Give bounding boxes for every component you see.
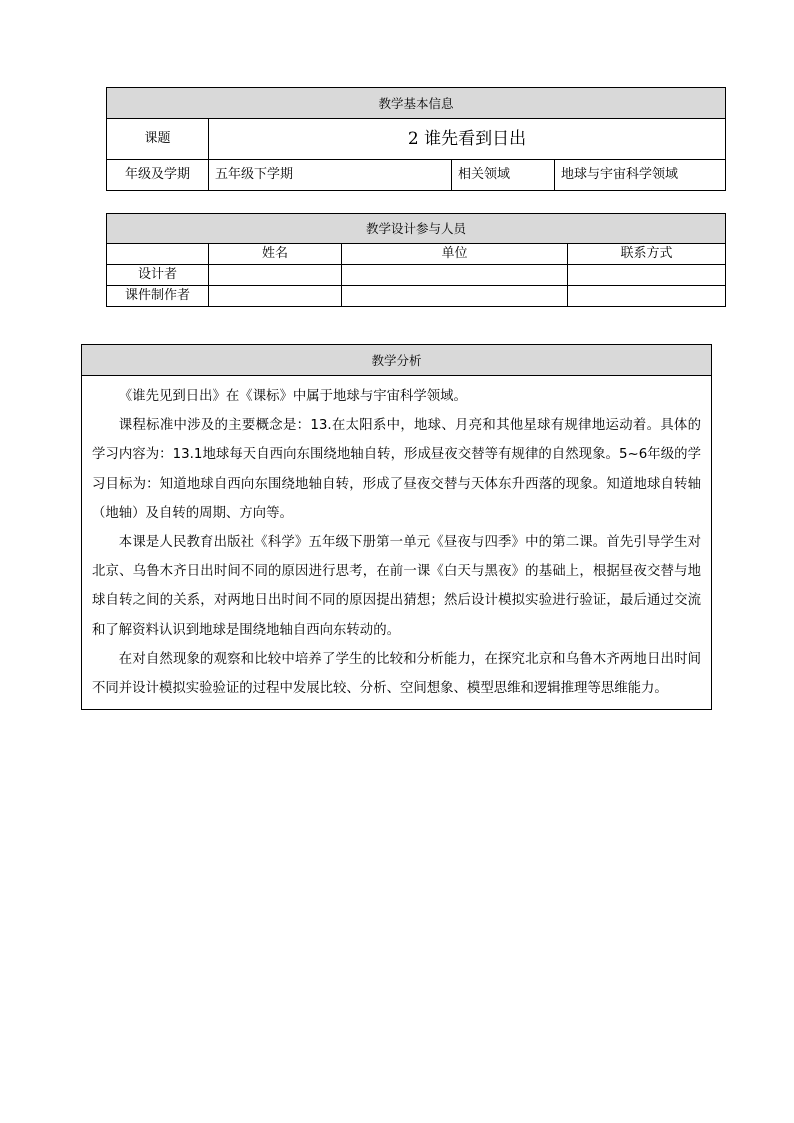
- role-designer: 设计者: [107, 265, 209, 286]
- maker-name-cell: [209, 286, 342, 307]
- participants-header: 教学设计参与人员: [107, 214, 726, 244]
- analysis-paragraph-2: 课程标准中涉及的主要概念是：13.在太阳系中，地球、月亮和其他星球有规律地运动着。具体的学习内容为：13.1地球每天自西向东围绕地轴自转，形成昼夜交替等有规律的自然现象。5~6年级的学习目标为：知道地球自西向东围绕地轴自转，形成了昼夜交替与天体东升西落的现象。知道地球自转轴（地轴）及自转的周期、方向等。: [92, 418, 701, 521]
- analysis-header: 教学分析: [82, 345, 712, 376]
- table-row: [107, 286, 726, 307]
- maker-unit-cell: [342, 286, 568, 307]
- grade-value: 五年级下学期: [209, 160, 452, 191]
- column-header-blank: [107, 244, 209, 265]
- grade-label: 年级及学期: [107, 160, 209, 191]
- designer-unit-cell: [342, 265, 568, 286]
- basic-info-table: [106, 87, 726, 191]
- analysis-body: [82, 376, 712, 710]
- maker-contact-cell: [568, 286, 726, 307]
- topic-value: 2 谁先看到日出: [209, 119, 726, 160]
- field-value: 地球与宇宙科学领域: [555, 160, 726, 191]
- column-header-name: 姓名: [209, 244, 342, 265]
- analysis-paragraph-3: 本课是人民教育出版社《科学》五年级下册第一单元《昼夜与四季》中的第二课。首先引导学生对北京、乌鲁木齐日出时间不同的原因进行思考，在前一课《白天与黑夜》的基础上，根据昼夜交替与地球自转之间的关系，对两地日出时间不同的原因提出猜想；然后设计模拟实验进行验证，最后通过交流和了解资料认识到地球是围绕地轴自西向东转动的。: [92, 535, 701, 638]
- table-row: [107, 265, 726, 286]
- analysis-table: [81, 344, 712, 710]
- designer-name-cell: [209, 265, 342, 286]
- designer-contact-cell: [568, 265, 726, 286]
- analysis-paragraph-1: 《谁先见到日出》在《课标》中属于地球与宇宙科学领域。: [118, 389, 467, 404]
- column-header-contact: 联系方式: [568, 244, 726, 265]
- analysis-paragraph-4: 在对自然现象的观察和比较中培养了学生的比较和分析能力，在探究北京和乌鲁木齐两地日出时间不同并设计模拟实验验证的过程中发展比较、分析、空间想象、模型思维和逻辑推理等思维能力。: [92, 651, 701, 697]
- basic-info-header: 教学基本信息: [107, 88, 726, 119]
- participants-table: [106, 213, 726, 307]
- role-courseware-maker: 课件制作者: [107, 286, 209, 307]
- column-header-unit: 单位: [342, 244, 568, 265]
- field-label: 相关领域: [452, 160, 555, 191]
- topic-label: 课题: [107, 119, 209, 160]
